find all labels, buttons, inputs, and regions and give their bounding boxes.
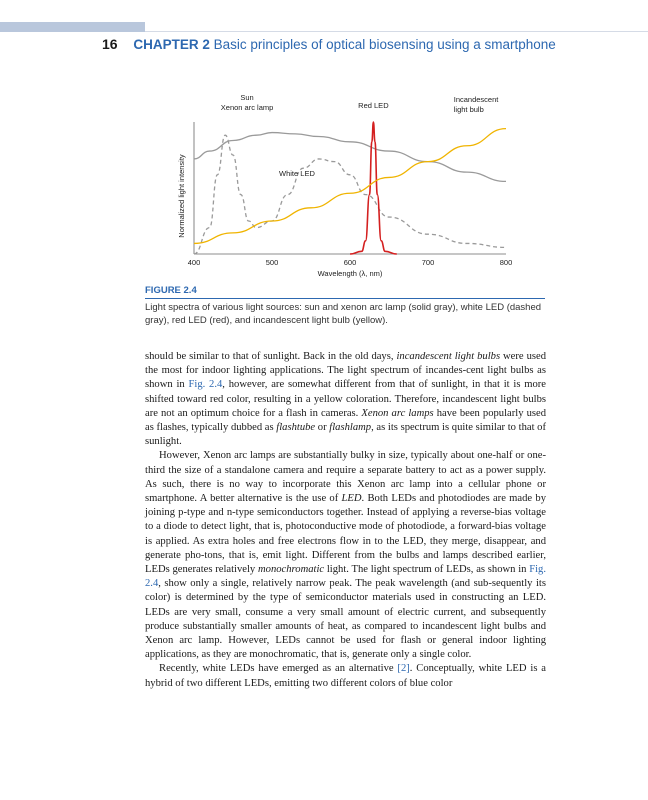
running-head	[102, 36, 556, 52]
series-annotation-0: Sun	[240, 93, 254, 102]
page-number: 16	[102, 36, 118, 52]
x-tick-label: 400	[187, 258, 201, 267]
cross-reference-link[interactable]: [2]	[397, 663, 410, 675]
series-annotation-2: Red LED	[358, 101, 389, 110]
series-annotation-0: Xenon arc lamp	[220, 103, 274, 112]
x-tick-label: 800	[499, 258, 513, 267]
italic-term: Xenon arc lamps	[361, 407, 434, 419]
chapter-title: Basic principles of optical biosensing using a smartphone	[213, 37, 556, 52]
y-axis-label: Normalized light intensity	[177, 154, 186, 238]
series-annotation-1: White LED	[279, 169, 315, 178]
italic-term: flashtube	[276, 422, 316, 434]
body-text	[145, 350, 546, 691]
x-axis-label: Wavelength (λ, nm)	[317, 269, 383, 278]
series-line-1	[194, 135, 506, 254]
cross-reference-link[interactable]: Fig. 2.4	[188, 379, 223, 391]
cross-reference-link[interactable]: Fig. 2.4	[145, 564, 546, 590]
series-annotation-3: light bulb	[453, 105, 484, 114]
paragraph-1: should be similar to that of sunlight. Back in the old days, incandescent light bulbs were used the most for indoor lighting applications. The light spectrum of incandes-cent light bulbs as shown in Fig. 2.4, however, are somewhat different from that of sunlight, in that it is more shifted toward red color, resulting in a yellow coloration. Therefore, incandescent light bulbs are not an optimum choice for a flash in cameras. Xenon arc lamps have been popularly used as flashes, typically dubbed as flashtube or flashlamp, as its spectrum is quite similar to that of sunlight.	[145, 351, 547, 448]
italic-term: LED	[341, 493, 362, 505]
paragraph-3: Recently, white LEDs have emerged as an alternative [2]. Conceptually, white LED is a hybrid of two different LEDs, emitting two different colors of blue color	[145, 663, 546, 689]
header-rule	[145, 31, 648, 32]
figure-2-4-chart	[170, 92, 530, 282]
x-tick-label: 500	[265, 258, 279, 267]
italic-term: incandescent light bulbs	[396, 351, 501, 362]
spectrum-chart-svg	[170, 92, 530, 282]
x-tick-label: 700	[421, 258, 435, 267]
x-tick-label: 600	[343, 258, 357, 267]
caption-rule	[145, 298, 545, 299]
header-accent-bar	[0, 22, 145, 32]
italic-term: flashlamp	[329, 422, 372, 434]
series-annotation-3: Incandescent	[453, 95, 499, 104]
figure-label: FIGURE 2.4	[145, 285, 197, 296]
series-line-0	[194, 133, 506, 182]
chapter-label: CHAPTER 2	[133, 37, 210, 52]
figure-caption: Light spectra of various light sources: sun and xenon arc lamp (solid gray), white LED (dashed gray), red LED (red), and incandescent light bulb (yellow).	[145, 302, 542, 326]
paragraph-2: However, Xenon arc lamps are substantially bulky in size, typically about one-half or one-third the size of a standalone camera and require a separate battery to act as a power supply. As such, there is no way to incorporate this Xenon arc lamp into a cellular phone or smartphone. A better alternative is the use of LED. Both LEDs and photodiodes are made by joining p-type and n-type semiconductors together. Instead of applying a reverse-bias voltage to a diode to detect light, that is, photoconductive mode of photodiode, a forward-bias voltage is applied. As extra holes and free electrons flow in to the LED, they merge, disappear, and generate pho-tons, that is, emit light. Different from the bulbs and lamps described earlier, LEDs generates relatively monochromatic light. The light spectrum of LEDs, as shown in Fig. 2.4, show only a single, relatively narrow peak. The peak wavelength (and sub-sequently its color) is determined by the type of semiconductor materials used in constructing an LED. LEDs are very small, consume a very small amount of electric current, and subsequently produce substantially smaller amounts of heat, as compared to incandescent light bulbs and Xenon arc lamp. However, LEDs cannot be used for flash or general indoor lighting applications, as they are monochromatic, that is, generate only a single color.	[145, 450, 546, 661]
series-line-3	[194, 129, 506, 244]
italic-term: monochromatic	[258, 564, 325, 576]
